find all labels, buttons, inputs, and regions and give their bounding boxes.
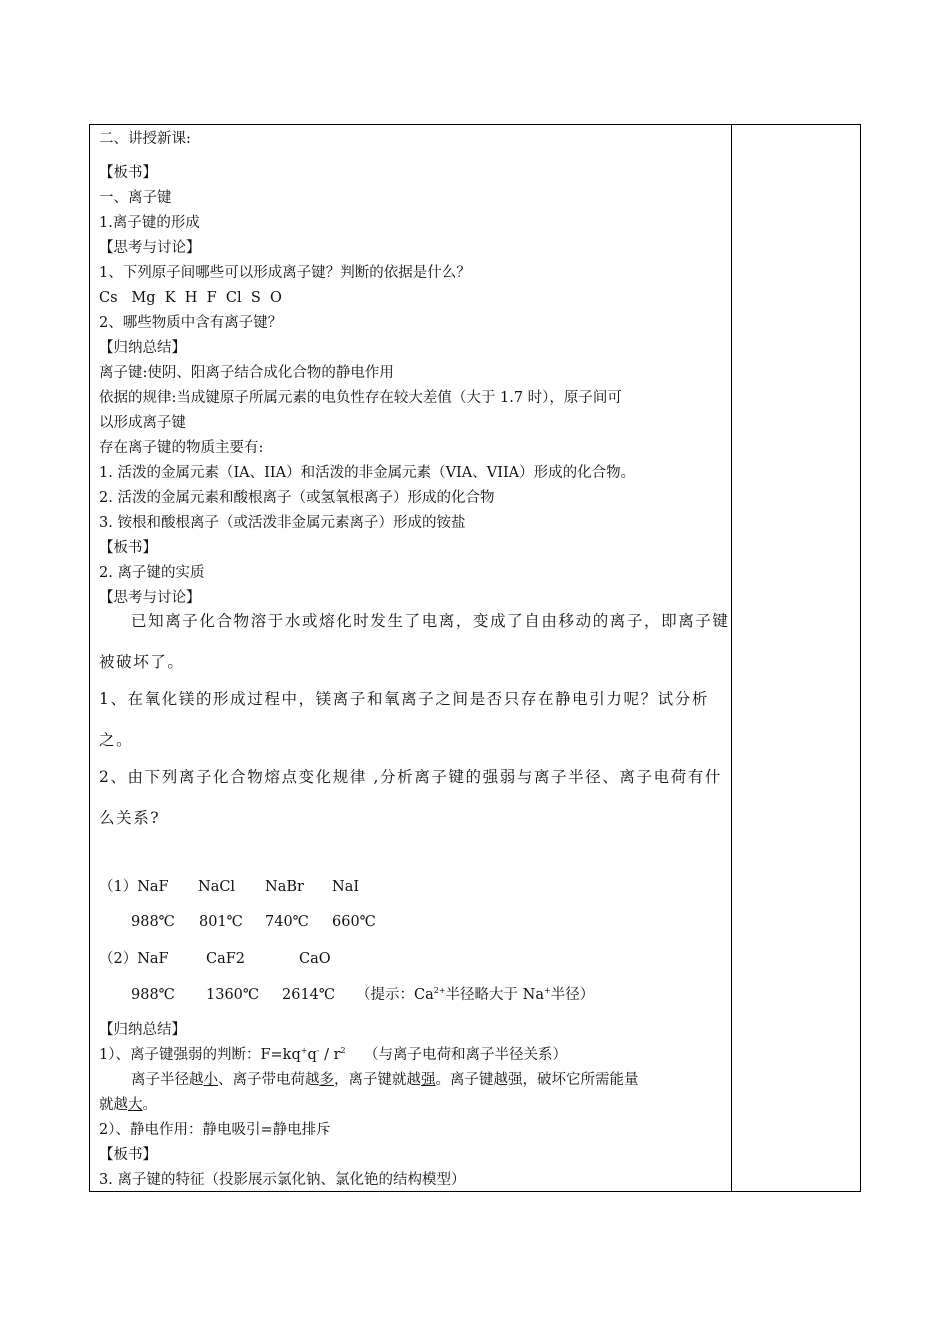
electrostatic-line: 2）、静电作用：静电吸引=静电排斥 <box>99 1122 331 1138</box>
group-label: （2）NaF <box>99 951 169 967</box>
melting-point: 1360℃ <box>206 987 260 1003</box>
emphasis-text: 强 <box>421 1072 436 1088</box>
compound: NaI <box>332 879 360 895</box>
summary-line <box>131 1071 639 1089</box>
definition: 离子键:使阴、阳离子结合成化合物的静电作用 <box>99 365 394 381</box>
melting-point: 988℃ <box>131 914 175 930</box>
formula-text: / r <box>319 1047 341 1063</box>
melting-point: 740℃ <box>265 914 309 930</box>
hint-text: 半径略大于 Na <box>445 987 544 1003</box>
compound: CaF2 <box>206 951 246 967</box>
hint-text: 半径） <box>550 987 595 1003</box>
summary-text: 、离子带电荷越 <box>218 1072 320 1088</box>
paragraph-line: 2、由下列离子化合物熔点变化规律 ,分析离子键的强弱与离子半径、离子电荷有什 <box>99 768 723 786</box>
section-title: 二、讲授新课: <box>99 131 191 147</box>
strength-formula <box>99 1046 567 1064</box>
summary-text: 。离子键越强，破坏它所需能量 <box>435 1072 639 1088</box>
formula-text: 1）、离子键强弱的判断：F=kq <box>99 1047 301 1063</box>
hint <box>356 986 594 1004</box>
melting-point: 660℃ <box>332 914 376 930</box>
hint-text: （提示：Ca <box>356 987 434 1003</box>
formula-text: （与离子电荷和离子半径关系） <box>345 1047 568 1063</box>
paragraph-line: 么关系? <box>99 809 161 827</box>
melting-point: 2614℃ <box>282 987 336 1003</box>
paragraph-line: 之。 <box>99 731 134 749</box>
formula-text: q <box>307 1047 317 1063</box>
rule-line-1: 依据的规律:当成键原子所属元素的电负性存在较大差值（大于 1.7 时），原子间可 <box>99 390 622 406</box>
list-item: 2. 活泼的金属元素和酸根离子（或氢氧根离子）形成的化合物 <box>99 490 495 506</box>
compound: CaO <box>299 951 331 967</box>
bracket-discuss: 【思考与讨论】 <box>99 240 201 256</box>
question-1: 1、下列原子间哪些可以形成离子键？判断的依据是什么？ <box>99 265 471 281</box>
paragraph-line: 1、在氧化镁的形成过程中，镁离子和氧离子之间是否只存在静电引力呢？试分析 <box>99 690 709 708</box>
subheading-features: 3. 离子键的特征（投影展示氯化钠、氯化铯的结构模型） <box>99 1172 466 1188</box>
compound: NaBr <box>265 879 304 895</box>
paragraph-line: 被破坏了。 <box>99 653 185 671</box>
question-2: 2、哪些物质中含有离子键？ <box>99 315 283 331</box>
group-label: （1）NaF <box>99 879 169 895</box>
summary-text: ，离子键就越 <box>334 1072 421 1088</box>
superscript: 2 <box>340 1046 346 1055</box>
emphasis-text: 小 <box>203 1072 218 1088</box>
subheading-formation: 1.离子键的形成 <box>99 215 200 231</box>
list-item: 3. 铵根和酸根离子（或活泼非金属元素离子）形成的铵盐 <box>99 515 466 531</box>
summary-text: 。 <box>142 1097 157 1113</box>
superscript: + <box>544 986 551 995</box>
melting-point: 988℃ <box>131 987 175 1003</box>
list-item: 1. 活泼的金属元素（IA、IIA）和活泼的非金属元素（VIA、VIIA）形成的化合物。 <box>99 465 636 481</box>
bracket-summary: 【归纳总结】 <box>99 340 186 356</box>
bracket-summary: 【归纳总结】 <box>99 1022 186 1038</box>
heading-ionic-bond: 一、离子键 <box>99 190 172 206</box>
exist-heading: 存在离子键的物质主要有: <box>99 440 264 456</box>
melting-point: 801℃ <box>199 914 243 930</box>
rule-line-2: 以形成离子键 <box>99 415 186 431</box>
bracket-board: 【板书】 <box>99 165 157 181</box>
element-list: Cs Mg K H F Cl S O <box>99 290 282 306</box>
emphasis-text: 多 <box>319 1072 334 1088</box>
bracket-board: 【板书】 <box>99 1147 157 1163</box>
emphasis-text: 大 <box>128 1097 143 1113</box>
bracket-board: 【板书】 <box>99 540 157 556</box>
superscript: 2+ <box>433 986 446 995</box>
paragraph-line: 已知离子化合物溶于水或熔化时发生了电离，变成了自由移动的离子，即离子键 <box>131 612 730 630</box>
compound: NaCl <box>198 879 236 895</box>
bracket-discuss: 【思考与讨论】 <box>99 590 201 606</box>
lesson-table <box>89 124 861 1192</box>
subheading-essence: 2. 离子键的实质 <box>99 565 205 581</box>
superscript: + <box>300 1046 308 1055</box>
summary-line <box>99 1096 157 1114</box>
superscript: - <box>316 1046 320 1055</box>
summary-text: 就越 <box>99 1097 128 1113</box>
summary-text: 离子半径越 <box>131 1072 204 1088</box>
column-divider <box>731 124 732 1192</box>
